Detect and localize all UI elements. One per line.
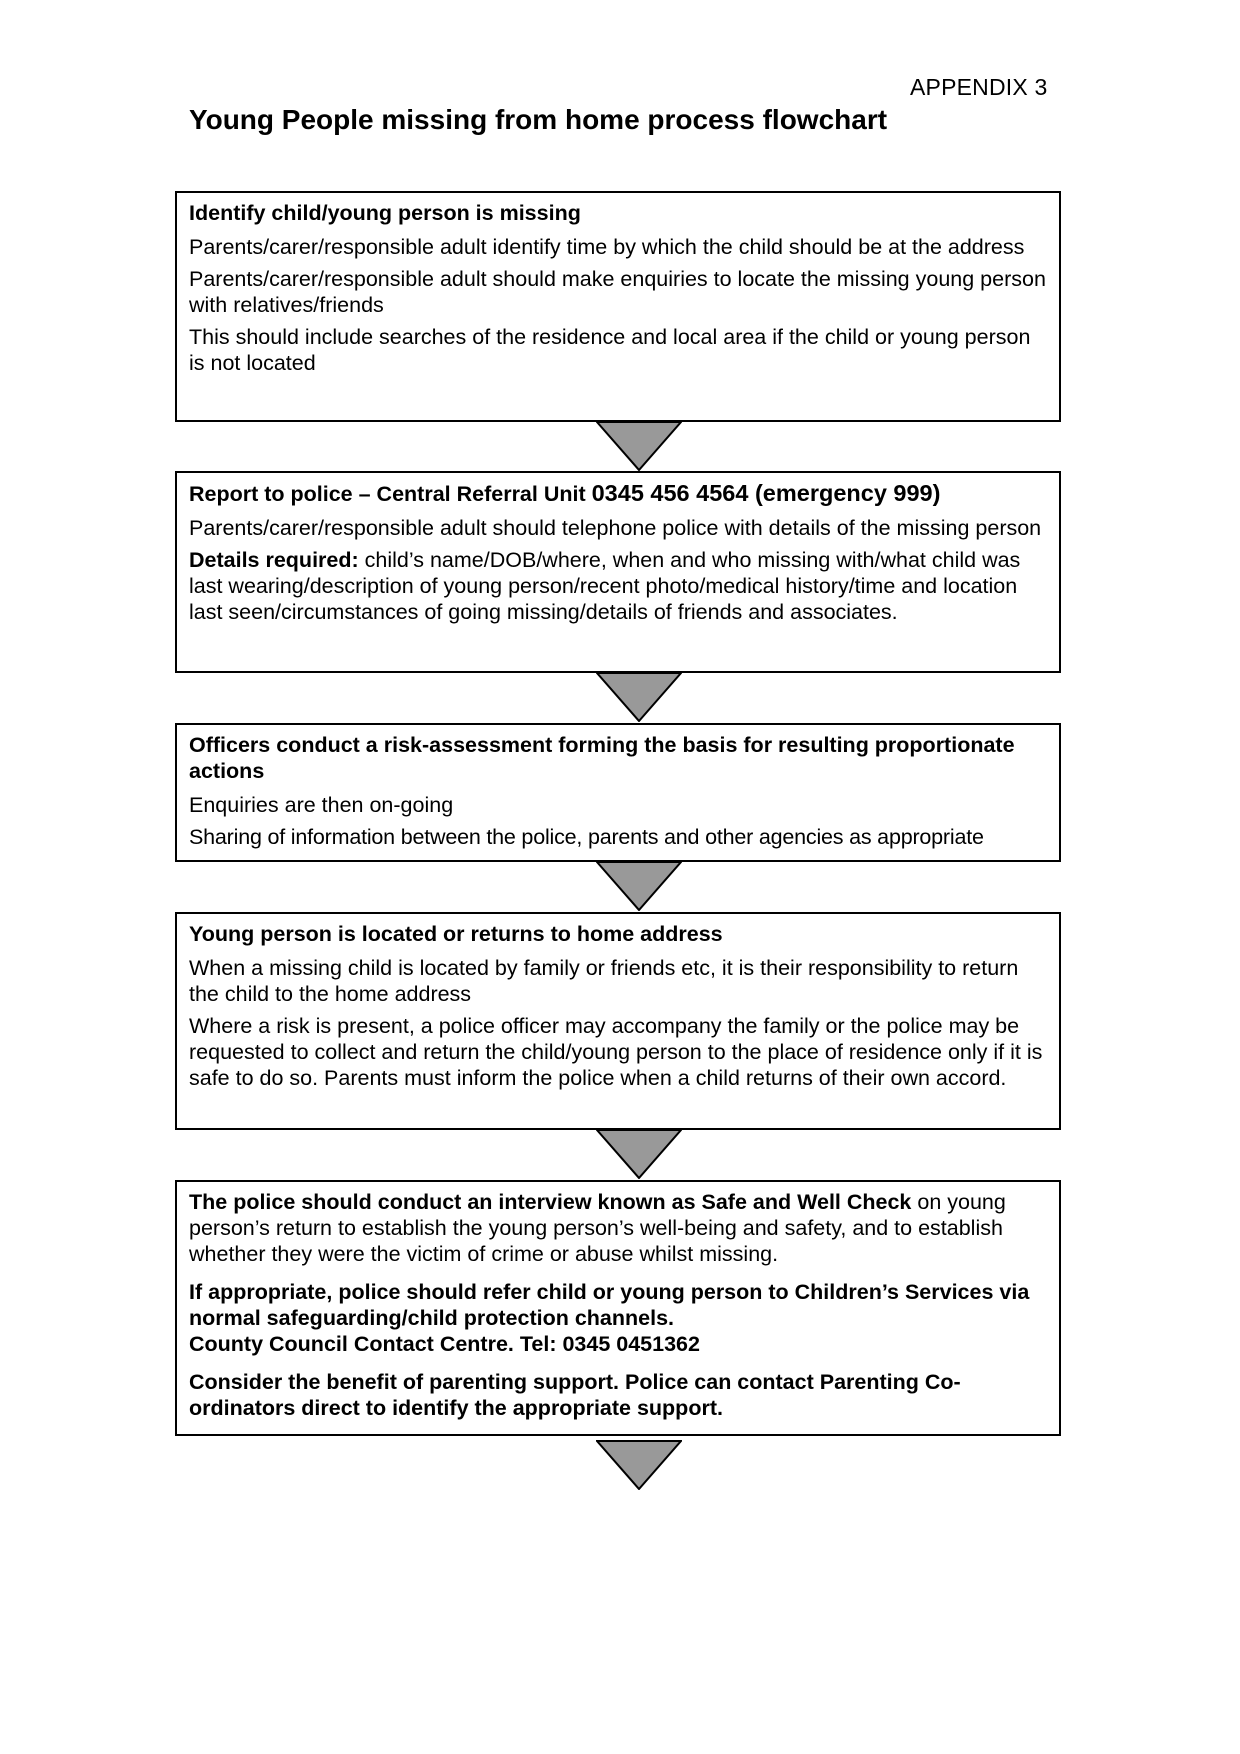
contact-centre-paragraph: County Council Contact Centre. Tel: 0345 0451362 <box>189 1332 700 1356</box>
step-heading: Identify child/young person is missing <box>189 201 581 225</box>
step-identify-missing <box>175 191 1061 422</box>
down-triangle-arrow-icon <box>596 421 682 471</box>
step-located-or-returns <box>175 912 1061 1130</box>
page-title: Young People missing from home process flowchart <box>189 104 888 135</box>
step-paragraph: Parents/carer/responsible adult should make enquiries to locate the missing young person with relatives/friends <box>189 267 1046 317</box>
step-paragraph: This should include searches of the residence and local area if the child or young person is not located <box>189 325 1031 375</box>
step-report-to-police <box>175 471 1061 673</box>
step-paragraph: When a missing child is located by family or friends etc, it is their responsibility to return the child to the home address <box>189 956 1019 1006</box>
step-heading: Young person is located or returns to home address <box>189 922 723 946</box>
down-triangle-arrow-icon <box>596 1129 682 1179</box>
safe-well-text: on young person’s return to establish the young person’s well-being and safety, and to establish whether they were the victim of crime or abuse whilst missing. <box>189 1190 1006 1266</box>
details-required-label: Details required: <box>189 548 359 572</box>
details-required-paragraph <box>189 547 1049 625</box>
details-required-text: child’s name/DOB/where, when and who missing with/what child was last wearing/description of young person/recent photo/medical history/time and location last seen/circumstances of going missing/details of friends and associates. <box>189 548 1021 624</box>
down-triangle-arrow-icon <box>596 672 682 722</box>
down-triangle-arrow-icon <box>596 1440 682 1490</box>
step-paragraph: Where a risk is present, a police officer may accompany the family or the police may be requested to collect and return the child/young person to the place of residence only if it is safe to do so. Parents must inform the police when a child returns of their own accord. <box>189 1014 1043 1090</box>
step-heading-text: Report to police – Central Referral Unit <box>189 482 592 506</box>
step-paragraph: Enquiries are then on-going <box>189 793 454 817</box>
safe-well-paragraph <box>189 1189 1049 1267</box>
referral-paragraph: If appropriate, police should refer child or young person to Children’s Services via normal safeguarding/child protection channels. <box>189 1280 1030 1330</box>
step-paragraph: Parents/carer/responsible adult should telephone police with details of the missing person <box>189 516 1042 540</box>
police-phone-number: 0345 456 4564 (emergency 999) <box>591 480 941 506</box>
parenting-support-paragraph: Consider the benefit of parenting support. Police can contact Parenting Co-ordinators direct to identify the appropriate support. <box>189 1370 961 1420</box>
step-paragraph: Parents/carer/responsible adult identify time by which the child should be at the address <box>189 235 1025 259</box>
safe-well-bold: The police should conduct an interview known as Safe and Well Check <box>189 1190 912 1214</box>
step-risk-assessment <box>175 723 1061 862</box>
step-paragraph: Sharing of information between the police, parents and other agencies as appropriate <box>189 825 984 849</box>
down-triangle-arrow-icon <box>596 861 682 911</box>
step-safe-and-well-check <box>175 1180 1061 1436</box>
step-heading: Officers conduct a risk-assessment forming the basis for resulting proportionate actions <box>189 733 1015 783</box>
appendix-label: APPENDIX 3 <box>910 74 1048 100</box>
step-heading <box>189 480 1049 507</box>
